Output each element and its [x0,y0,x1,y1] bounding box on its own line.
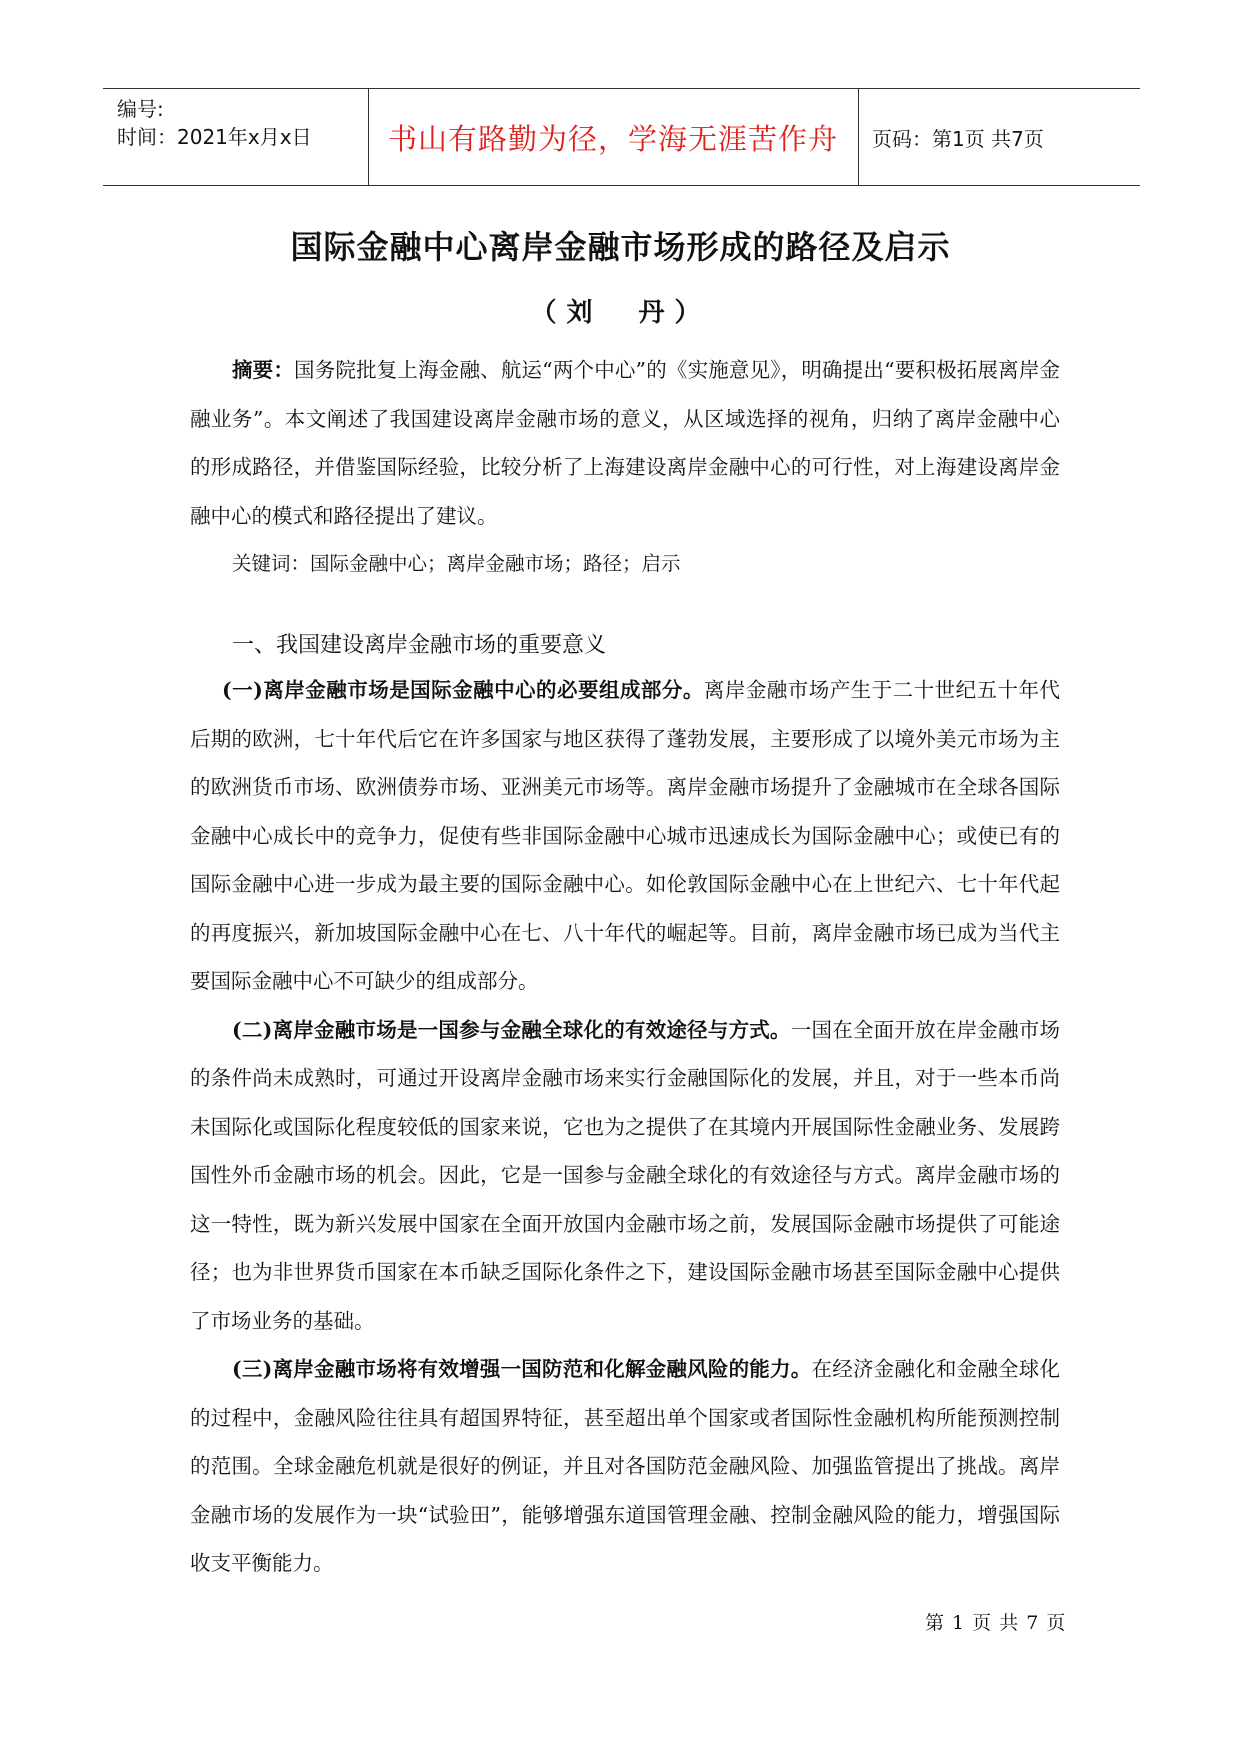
page-header [103,88,1140,186]
abstract-label: 摘要： [232,358,295,382]
paragraph-3 [190,1345,1060,1588]
paragraph-2-text: 一国在全面开放在岸金融市场的条件尚未成熟时，可通过开设离岸金融市场来实行金融国际化的发展，并且，对于一些本币尚未国际化或国际化程度较低的国家来说，它也为之提供了在其境内开展国际性金融业务、发展跨国性外币金融市场的机会。因此，它是一国参与金融全球化的有效途径与方式。离岸金融市场的这一特性，既为新兴发展中国家在全面开放国内金融市场之前，发展国际金融市场提供了可能途径；也为非世界货币国家在本币缺乏国际化条件之下，建设国际金融市场甚至国际金融中心提供了市场业务的基础。 [190,1017,1060,1333]
header-left-cell [103,89,369,185]
section-body [190,666,1060,1588]
document-number-label: 编号: [117,97,164,121]
paragraph-3-text: 在经济金融化和金融全球化的过程中，金融风险往往具有超国界特征，甚至超出单个国家或者国际性金融机构所能预测控制的范围。全球金融危机就是很好的例证，并且对各国防范金融风险、加强监管提出了挑战。离岸金融市场的发展作为一块“试验田”，能够增强东道国管理金融、控制金融风险的能力，增强国际收支平衡能力。 [190,1357,1061,1575]
header-motto: 书山有路勤为径，学海无涯苦作舟 [387,121,838,156]
header-motto-cell [368,89,859,185]
document-title: 国际金融中心离岸金融市场形成的路径及启示 [290,228,951,266]
paragraph-1-text: 离岸金融市场产生于二十世纪五十年代后期的欧洲，七十年代后它在许多国家与地区获得了蓬勃发展，主要形成了以境外美元市场为主的欧洲货币市场、欧洲债券市场、亚洲美元市场等。离岸金融市场提升了金融城市在全球各国际金融中心成长中的竞争力，促使有些非国际金融中心城市迅速成长为国际金融中心；或使已有的国际金融中心进一步成为最主要的国际金融中心。如伦敦国际金融中心在上世纪六、七十年代起的再度振兴，新加坡国际金融中心在七、八十年代的崛起等。目前，离岸金融市场已成为当代主要国际金融中心不可缺少的组成部分。 [190,678,1060,993]
header-page-cell [858,89,1140,185]
document-time-label: 时间：2021年x月x日 [117,125,312,149]
abstract-block [190,346,1060,589]
header-page-info: 页码：第1页 共7页 [872,126,1044,151]
paragraph-2-lead: (二)离岸金融市场是一国参与金融全球化的有效途径与方式。 [232,1017,791,1042]
document-author: （刘 丹） [530,298,711,328]
paragraph-3-lead: (三)离岸金融市场将有效增强一国防范和化解金融风险的能力。 [232,1357,812,1381]
paragraph-1 [190,666,1060,1006]
paragraph-2 [190,1006,1060,1346]
abstract-paragraph [190,346,1060,540]
paragraph-1-lead: (一)离岸金融市场是国际金融中心的必要组成部分。 [222,678,704,702]
page-footer: 第 1 页 共 7 页 [925,1612,1067,1634]
keywords-line: 关键词：国际金融中心；离岸金融市场；路径；启示 [232,552,681,575]
section-heading: 一、我国建设离岸金融市场的重要意义 [232,633,607,658]
abstract-text: 国务院批复上海金融、航运“两个中心”的《实施意见》，明确提出“要积极拓展离岸金融业务”。本文阐述了我国建设离岸金融市场的意义，从区域选择的视角，归纳了离岸金融中心的形成路径，并借鉴国际经验，比较分析了上海建设离岸金融中心的可行性，对上海建设离岸金融中心的模式和路径提出了建议。 [190,358,1060,528]
